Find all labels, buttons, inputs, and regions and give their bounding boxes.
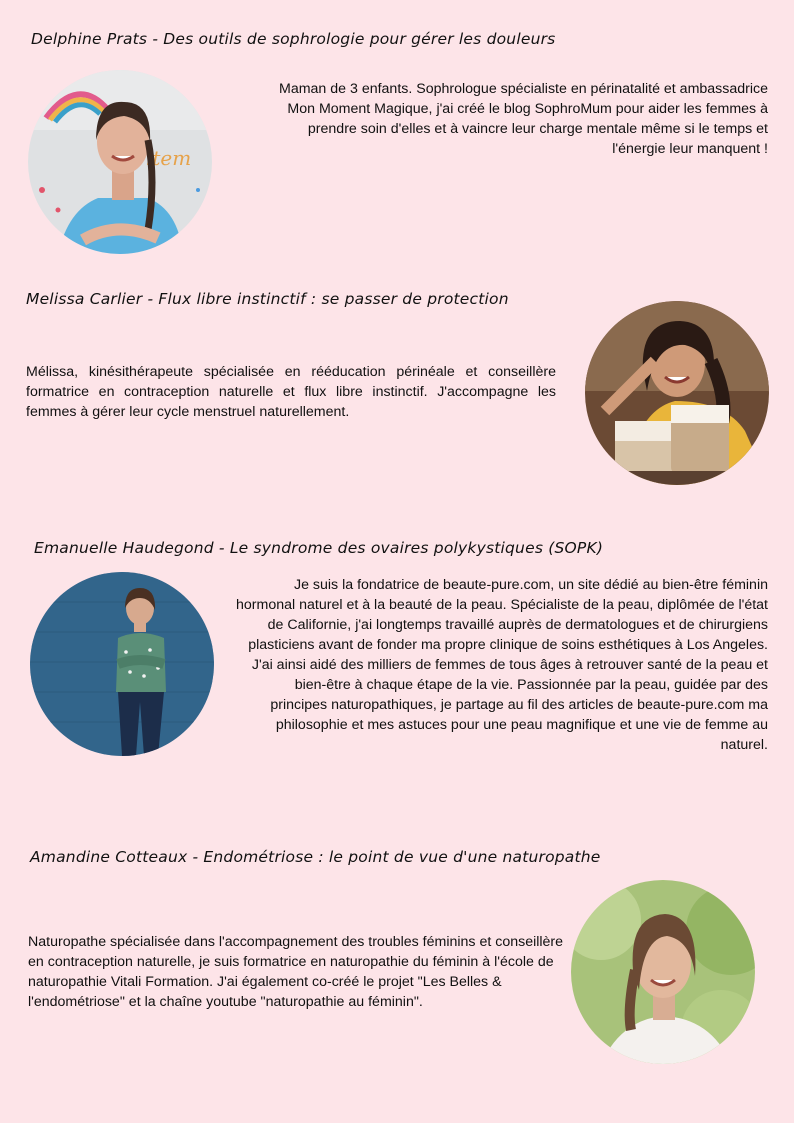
portrait-illustration-1 [28, 70, 212, 254]
portrait-illustration-3 [30, 572, 214, 756]
svg-text:item: item [146, 146, 192, 170]
portrait-illustration-2 [585, 301, 769, 485]
speaker-2-bio: Mélissa, kinésithérapeute spécialisée en rééducation périnéale et conseillère formatrice en contraception naturelle et flux libre instinctif. J'accompagne les femmes à gérer leur cycle menstruel naturellement. [26, 364, 556, 420]
portrait-illustration-4 [571, 880, 755, 1064]
speaker-3-bio: Je suis la fondatrice de beaute-pure.com, un site dédié au bien-être féminin hormonal naturel et à la beauté de la peau. Spécialiste de la peau, diplômée de l'état de Californie, j'ai longtemps travaillé auprès de dermatologues et de chirurgiens plasticiens avant de fonder ma propre clinique de soins esthétiques à Los Angeles. J'ai ainsi aidé des milliers de femmes de tous âges à retrouver santé de la peau et bien-être à chaque étape de la vie. Passionnée par la peau, guidée par des principes naturopathiques, je partage au fil des articles de beaute-pure.com ma philosophie et mes astuces pour une peau magnifique et une vie de femme au naturel. [236, 577, 768, 753]
speaker-4-photo [571, 880, 755, 1064]
speaker-2-heading: Melissa Carlier - Flux libre instinctif : se passer de protection [26, 290, 509, 308]
speaker-3-heading: Emanuelle Haudegond - Le syndrome des ovaires polykystiques (SOPK) [34, 539, 604, 557]
speaker-4-heading: Amandine Cotteaux - Endométriose : le point de vue d'une naturopathe [30, 848, 601, 866]
speaker-4-bio: Naturopathe spécialisée dans l'accompagnement des troubles féminins et conseillère en contraception naturelle, je suis formatrice en naturopathie du féminin à l'école de naturopathie Vitali Formation. J'ai également co-créé le projet "Les Belles & l'endométriose" et la chaîne youtube "naturopathie au féminin". [28, 934, 564, 1010]
speaker-1-bio: Maman de 3 enfants. Sophrologue spécialiste en périnatalité et ambassadrice Mon Moment Magique, j'ai créé le blog SophroMum pour aider les femmes à prendre soin d'elles et à vaincre leur charge mentale même si le temps et l'énergie leur manquent ! [279, 81, 768, 157]
speaker-1-heading: Delphine Prats - Des outils de sophrologie pour gérer les douleurs [31, 30, 556, 48]
speaker-2-photo [585, 301, 769, 485]
speaker-3-photo [30, 572, 214, 756]
speaker-1-photo [28, 70, 212, 254]
